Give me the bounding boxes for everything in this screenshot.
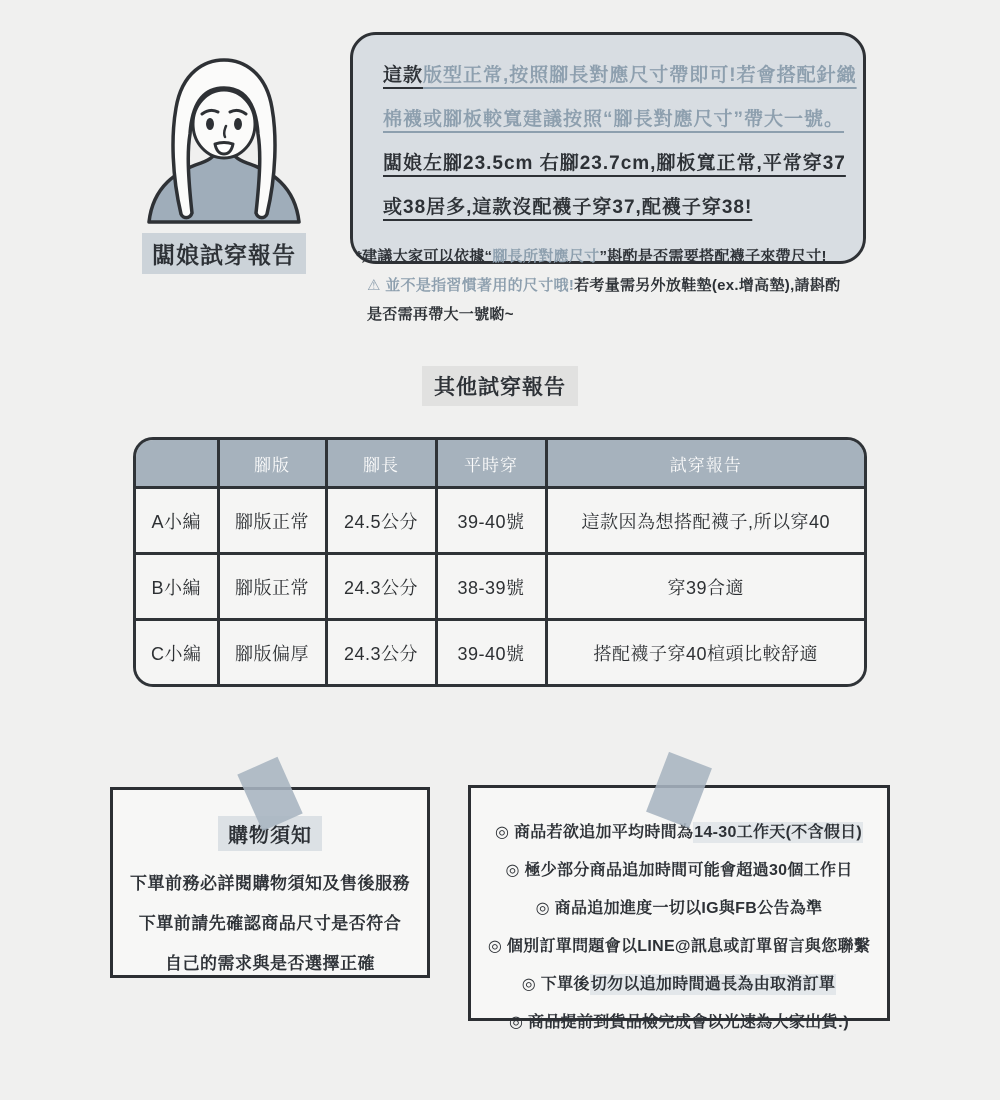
table-row [136, 488, 864, 554]
restock-line-1-highlight: 14-30工作天(不含假日) [694, 824, 863, 841]
fitting-report-speech-bubble [350, 32, 866, 264]
avatar-caption-text: 闆娘試穿報告 [142, 233, 306, 274]
restock-notice-box [468, 785, 890, 1031]
header-cell-empty [136, 440, 218, 488]
other-reports-heading-text: 其他試穿報告 [422, 366, 578, 406]
cell-foot-length: 24.5公分 [326, 488, 436, 554]
bubble-line-1-text: 版型正常,按照腳長對應尺寸帶即可!若會搭配針織 [423, 65, 857, 86]
cell-editor-name: A小編 [136, 488, 218, 554]
cell-editor-name: B小編 [136, 554, 218, 620]
header-cell-usual-size: 平時穿 [436, 440, 546, 488]
cell-report: 穿39合適 [546, 554, 864, 620]
avatar-caption [128, 233, 320, 274]
shopping-notice-box [110, 787, 430, 978]
note-line-3 [356, 300, 896, 329]
other-reports-heading [0, 366, 1000, 406]
restock-line-5 [471, 966, 887, 1004]
avatar-eye-left [206, 118, 214, 130]
cell-usual-size: 38-39號 [436, 554, 546, 620]
table-row [136, 620, 864, 685]
table-row [136, 554, 864, 620]
bubble-line-1-emphasis: 這款 [383, 65, 424, 86]
avatar-mouth [215, 143, 233, 155]
cell-usual-size: 39-40號 [436, 488, 546, 554]
note-line-1 [356, 242, 896, 271]
note-line-1-pre: *建議大家可以依據“ [356, 248, 493, 265]
note-line-2-post: 若考量需另外放鞋墊(ex.增高墊),請斟酌 [574, 277, 841, 294]
cell-foot-type: 腳版正常 [218, 488, 326, 554]
bubble-line-3 [383, 153, 846, 174]
cell-report: 這款因為想搭配襪子,所以穿40 [546, 488, 864, 554]
shopping-notice-line: 下單前請先確認商品尺寸是否符合 [138, 914, 402, 933]
shopping-notice-body [113, 864, 427, 984]
shopping-notice-line: 下單前務必詳閱購物須知及售後服務 [130, 874, 410, 893]
note-line-2-warning: ⚠ 並不是指習慣著用的尺寸哦! [367, 277, 575, 294]
note-line-3-text: 是否需再帶大一號喲~ [367, 306, 514, 323]
header-cell-foot-length: 腳長 [326, 440, 436, 488]
bubble-line-4 [383, 197, 833, 218]
boss-lady-avatar [138, 44, 310, 224]
restock-line-4: ◎ 個別訂單問題會以LINE@訊息或訂單留言與您聯繫 [487, 938, 871, 955]
note-line-2 [356, 271, 896, 300]
table-header-row [136, 440, 864, 488]
cell-usual-size: 39-40號 [436, 620, 546, 685]
restock-line-6: ◎ 商品提前到貨品檢完成會以光速為大家出貨:) [509, 1014, 849, 1031]
note-line-1-accent: 腳長所對應尺寸 [492, 248, 600, 265]
cell-foot-length: 24.3公分 [326, 554, 436, 620]
cell-editor-name: C小編 [136, 620, 218, 685]
shopping-notice-title-text: 購物須知 [218, 816, 322, 851]
header-cell-report: 試穿報告 [546, 440, 864, 488]
avatar-shirt [149, 150, 299, 222]
cell-report: 搭配襪子穿40楦頭比較舒適 [546, 620, 864, 685]
cell-foot-length: 24.3公分 [326, 620, 436, 685]
note-line-1-post: ”斟酌是否需要搭配襪子來帶尺寸! [599, 248, 827, 265]
avatar-eye-right [234, 118, 242, 130]
woman-avatar-illustration [138, 44, 310, 224]
restock-line-3: ◎ 商品追加進度一切以IG與FB公告為準 [535, 900, 823, 917]
cell-foot-type: 腳版偏厚 [218, 620, 326, 685]
bubble-line-2-text: 棉襪或腳板較寬建議按照“腳長對應尺寸”帶大一號。 [383, 109, 845, 130]
header-cell-foot-type: 腳版 [218, 440, 326, 488]
restock-line-5-highlight: 切勿以追加時間過長為由取消訂單 [590, 976, 836, 993]
cell-foot-type: 腳版正常 [218, 554, 326, 620]
restock-line-1-pre: ◎ 商品若欲追加平均時間為 [494, 824, 694, 841]
bubble-line-3-text: 闆娘左腳23.5cm 右腳23.7cm,腳板寬正常,平常穿37 [383, 153, 846, 174]
fitting-report-table [136, 440, 864, 684]
restock-line-5-pre: ◎ 下單後 [521, 976, 590, 993]
bubble-line-2 [383, 109, 845, 130]
sizing-advice-notes [356, 242, 896, 329]
restock-line-2: ◎ 極少部分商品追加時間可能會超過30個工作日 [505, 862, 853, 879]
bubble-line-1 [383, 65, 857, 86]
fitting-report-table-wrapper [133, 437, 867, 687]
bubble-line-4-text: 或38居多,這款沒配襪子穿37,配襪子穿38! [383, 197, 753, 218]
shopping-notice-line: 自己的需求與是否選擇正確 [165, 954, 375, 973]
